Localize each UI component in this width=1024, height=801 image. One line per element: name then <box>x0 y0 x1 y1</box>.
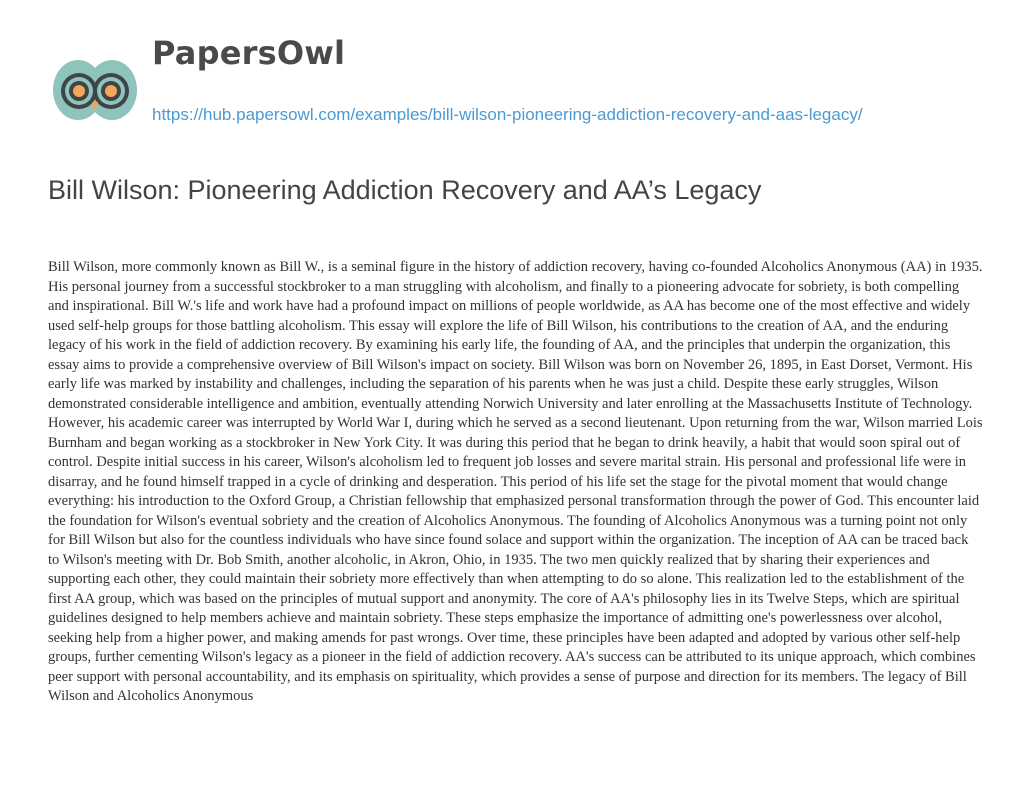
article-url-link[interactable]: https://hub.papersowl.com/examples/bill-wilson-pioneering-addiction-recovery-and-aas-legacy/ <box>152 105 863 124</box>
site-header <box>48 28 988 138</box>
owl-eyes-logo-icon <box>48 34 143 129</box>
essay-body: Bill Wilson, more commonly known as Bill W., is a seminal figure in the history of addiction recovery, having co-founded Alcoholics Anonymous (AA) in 1935. His personal journey from a successful stockbroker to a man struggling with alcoholism, and finally to a pioneering advocate for sobriety, is both compelling and inspirational. Bill W.'s life and work have had a profound impact on millions of people worldwide, as AA has become one of the most effective and widely used self-help groups for those battling alcoholism. This essay will explore the life of Bill Wilson, his contributions to the creation of AA, and the enduring legacy of his work in the field of addiction recovery. By examining his early life, the founding of AA, and the principles that underpin the organization, this essay aims to provide a comprehensive overview of Bill Wilson's impact on society. Bill Wilson was born on November 26, 1895, in East Dorset, Vermont. His early life was marked by instability and challenges, including the separation of his parents when he was just a child. Despite these early struggles, Wilson demonstrated considerable intelligence and ambition, eventually attending Norwich University and later enrolling at the Massachusetts Institute of Technology. However, his academic career was interrupted by World War I, during which he served as a second lieutenant. Upon returning from the war, Wilson married Lois Burnham and began working as a stockbroker in New York City. It was during this period that he began to drink heavily, a habit that would soon spiral out of control. Despite initial success in his career, Wilson's alcoholism led to frequent job losses and severe marital strain. His personal and professional life were in disarray, and he found himself trapped in a cycle of drinking and desperation. This period of his life set the stage for the pivotal moment that would change everything: his introduction to the Oxford Group, a Christian fellowship that emphasized personal transformation through the power of God. This encounter laid the foundation for Wilson's eventual sobriety and the creation of Alcoholics Anonymous. The founding of Alcoholics Anonymous was a turning point not only for Bill Wilson but also for the countless individuals who have since found solace and support within the organization. The inception of AA can be traced back to Wilson's meeting with Dr. Bob Smith, another alcoholic, in Akron, Ohio, in 1935. The two men quickly realized that by sharing their experiences and supporting each other, they could maintain their sobriety more effectively than when attempting to do so alone. This realization led to the establishment of the first AA group, which was based on the principles of mutual support and anonymity. The core of AA's philosophy lies in its Twelve Steps, which are spiritual guidelines designed to help members achieve and maintain sobriety. These steps emphasize the importance of admitting one's powerlessness over alcohol, seeking help from a higher power, and making amends for past wrongs. Over time, these principles have been adapted and adopted by various other self-help groups, further cementing Wilson's legacy as a pioneer in the field of addiction recovery. AA's success can be attributed to its unique approach, which combines peer support with personal accountability, and its emphasis on spirituality, which provides a sense of purpose and direction for its members. The legacy of Bill Wilson and Alcoholics Anonymous <box>48 259 983 704</box>
page-title: Bill Wilson: Pioneering Addiction Recovery and AA’s Legacy <box>48 175 762 205</box>
brand-name: PapersOwl <box>152 34 346 72</box>
